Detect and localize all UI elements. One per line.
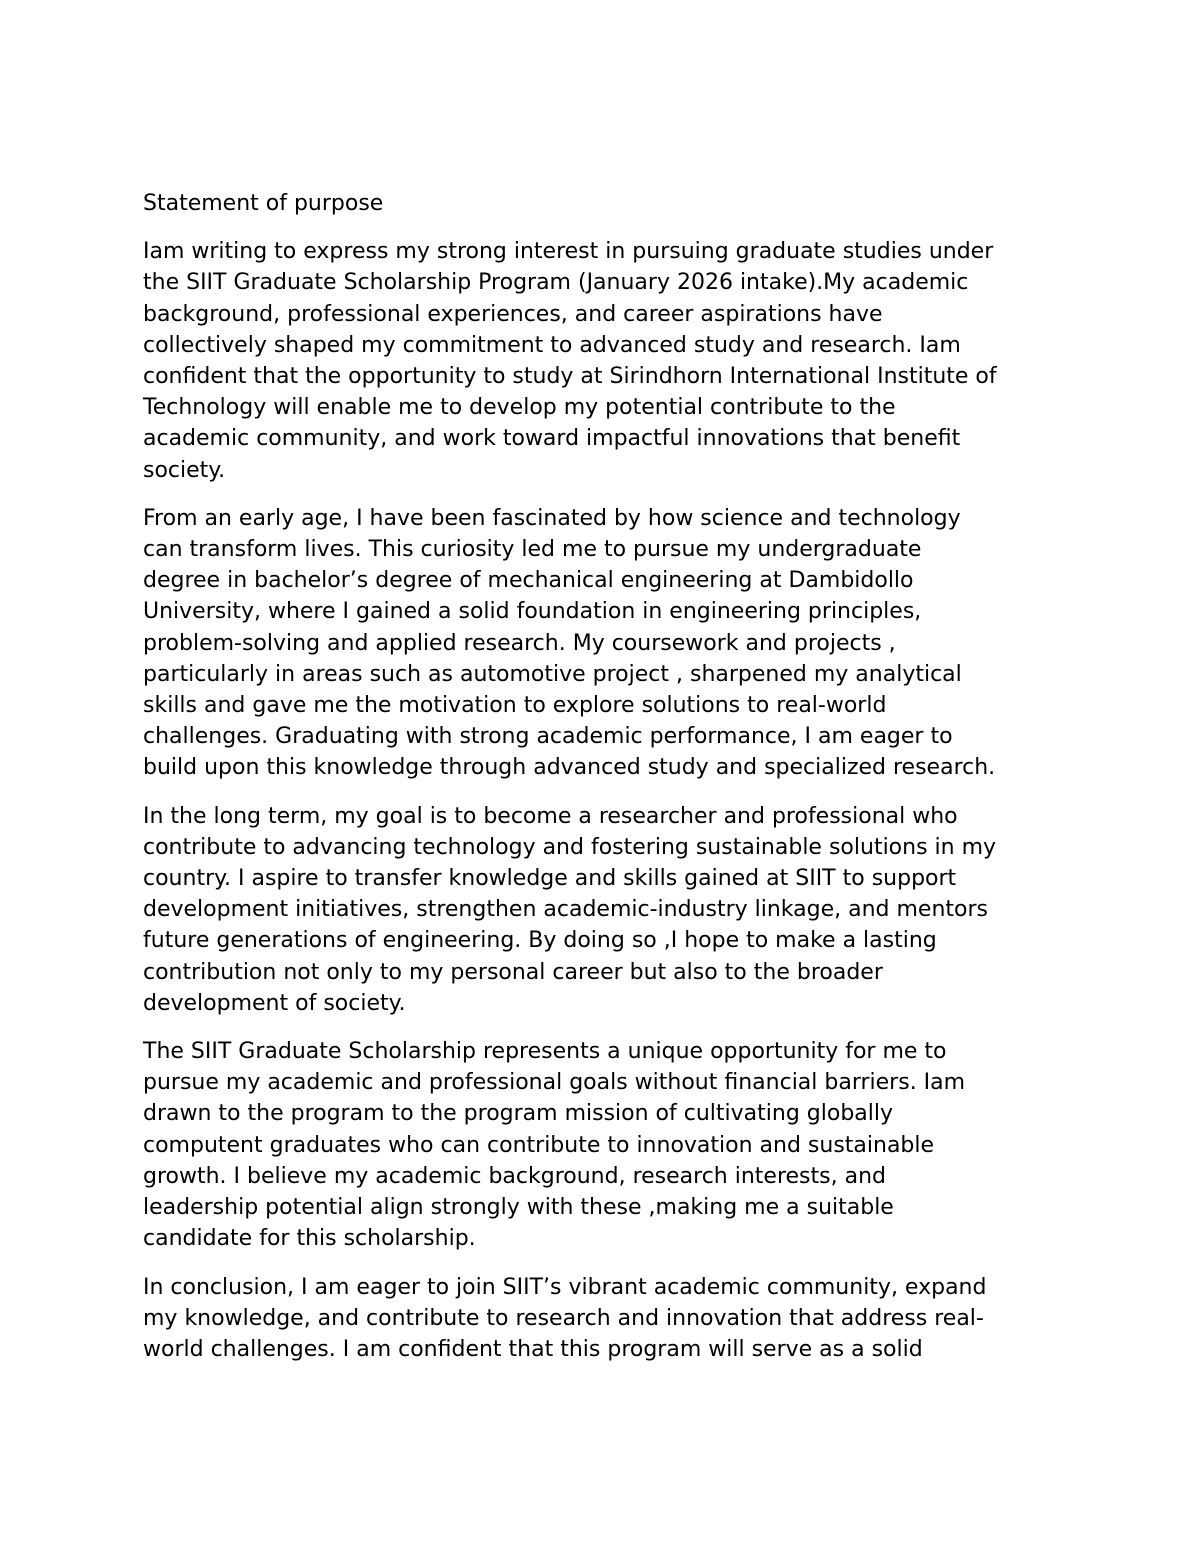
paragraph-line: growth. I believe my academic background, research interests, and xyxy=(143,1163,886,1189)
paragraph-line: degree in bachelor’s degree of mechanical engineering at Dambidollo xyxy=(143,568,914,594)
document-title: Statement of purpose xyxy=(143,191,384,216)
paragraph xyxy=(143,236,1073,486)
paragraph-line: the SIIT Graduate Scholarship Program (January 2026 intake).My academic xyxy=(143,270,969,296)
paragraph-line: development of society. xyxy=(143,990,406,1016)
paragraph xyxy=(143,503,1073,784)
paragraph xyxy=(143,1036,1073,1254)
paragraph-line: In the long term, my goal is to become a researcher and professional who xyxy=(143,803,958,829)
paragraph-line: academic community, and work toward impactful innovations that benefit xyxy=(143,426,961,452)
paragraph-line: pursue my academic and professional goals without financial barriers. Iam xyxy=(143,1070,966,1096)
paragraph-line: contribute to advancing technology and fostering sustainable solutions in my xyxy=(143,834,997,860)
paragraph-line: particularly in areas such as automotive project , sharpened my analytical xyxy=(143,661,962,687)
paragraph-line: skills and gave me the motivation to explore solutions to real-world xyxy=(143,693,887,719)
paragraph-line: The SIIT Graduate Scholarship represents a unique opportunity for me to xyxy=(143,1039,947,1065)
paragraph-line: contribution not only to my personal career but also to the broader xyxy=(143,959,883,985)
paragraph-line: society. xyxy=(143,457,226,483)
paragraph-line: build upon this knowledge through advanced study and specialized research. xyxy=(143,755,996,781)
paragraph-line: computent graduates who can contribute to innovation and sustainable xyxy=(143,1132,935,1158)
paragraph-line: Iam writing to express my strong interest in pursuing graduate studies under xyxy=(143,239,994,265)
paragraph-line: country. I aspire to transfer knowledge and skills gained at SIIT to support xyxy=(143,866,957,892)
paragraph-line: drawn to the program to the program mission of cultivating globally xyxy=(143,1101,894,1127)
paragraph-line: future generations of engineering. By doing so ,I hope to make a lasting xyxy=(143,928,937,954)
paragraph-line: my knowledge, and contribute to research and innovation that address real- xyxy=(143,1305,984,1331)
paragraph-line: University, where I gained a solid foundation in engineering principles, xyxy=(143,599,922,625)
paragraph xyxy=(143,801,1073,1019)
paragraph-line: challenges. Graduating with strong academic performance, I am eager to xyxy=(143,724,953,750)
paragraph-line: leadership potential align strongly with these ,making me a suitable xyxy=(143,1195,894,1221)
paragraph-line: confident that the opportunity to study at Sirindhorn International Institute of xyxy=(143,364,997,390)
paragraph-line: background, professional experiences, and career aspirations have xyxy=(143,301,883,327)
paragraph-line: can transform lives. This curiosity led me to pursue my undergraduate xyxy=(143,537,922,563)
paragraph-line: problem-solving and applied research. My coursework and projects , xyxy=(143,630,896,656)
paragraph-line: From an early age, I have been fascinated by how science and technology xyxy=(143,505,961,531)
paragraph-line: Technology will enable me to develop my potential contribute to the xyxy=(143,395,896,421)
paragraph-line: candidate for this scholarship. xyxy=(143,1226,476,1252)
paragraph xyxy=(143,1272,1073,1366)
paragraph-line: development initiatives, strengthen academic-industry linkage, and mentors xyxy=(143,897,989,923)
paragraph-line: world challenges. I am confident that this program will serve as a solid xyxy=(143,1336,923,1362)
document-body xyxy=(143,188,1073,1382)
paragraph-list xyxy=(143,236,1073,1365)
paragraph-line: In conclusion, I am eager to join SIIT’s vibrant academic community, expand xyxy=(143,1274,987,1300)
paragraph-line: collectively shaped my commitment to advanced study and research. Iam xyxy=(143,332,961,358)
